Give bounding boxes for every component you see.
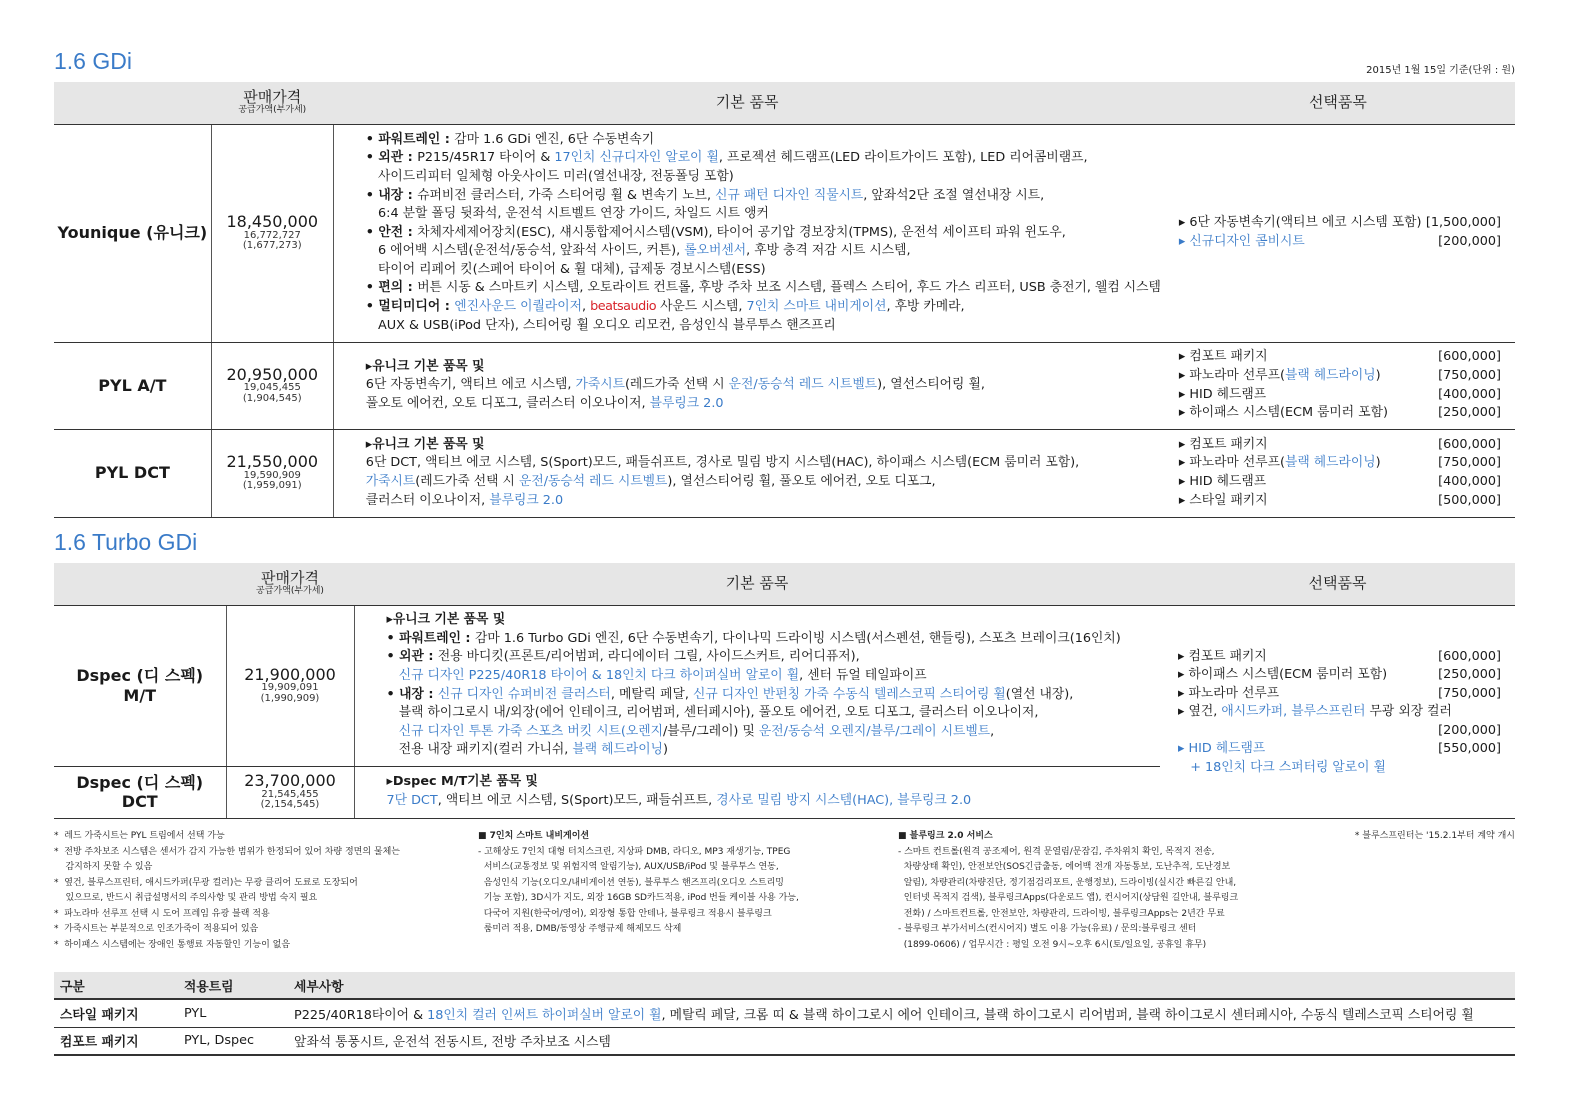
text-segment: 앞좌석 통풍시트, 운전석 전동시트, 전방 주차보조 시스템 <box>294 1035 611 1051</box>
package-detail <box>288 1027 1515 1055</box>
pkg-header-detail: 세부사항 <box>288 972 1515 999</box>
trim-name: Younique (유니크) <box>54 124 211 342</box>
basic-line <box>366 224 1161 243</box>
text-segment: 6단 DCT, 액티브 에코 시스템, S(Sport)모드, 패들쉬프트, 경사로 밀림 방지 시스템(HAC), 하이패스 시스템(ECM 룸미러 포함), <box>365 455 1080 471</box>
note-line: * 하이패스 시스템에는 장애인 통행료 자동할인 기능이 없음 <box>54 939 291 950</box>
text-segment: P215/45R17 타이어 & <box>417 150 555 166</box>
option-price: [600,000] <box>1438 648 1501 664</box>
trim-name: PYL DCT <box>54 429 211 517</box>
header-option: 선택품목 <box>1160 563 1515 605</box>
option-line <box>1179 454 1501 473</box>
text-segment: ▸Dspec M/T기본 품목 및 <box>386 774 538 790</box>
basic-line <box>366 168 1161 187</box>
text-segment: 사이드리피터 일체형 아웃사이드 미러(열선내장, 전동폴딩 포함) <box>365 168 734 184</box>
text-segment: , 후방 충격 저감 시트 시스템, <box>746 243 911 259</box>
trim-price: 20,950,000 19,045,455 (1,904,545) <box>211 342 333 429</box>
basic-line <box>366 492 1161 511</box>
option-line <box>1179 214 1501 233</box>
option-price: [550,000] <box>1438 741 1501 757</box>
basic-line <box>387 773 1161 792</box>
note-line: * 가죽시트는 부분적으로 인조가죽이 적용되어 있음 <box>54 924 259 934</box>
header-basic: 기본 품목 <box>333 82 1161 124</box>
note-line: 감지하지 못할 수 있음 <box>54 862 153 872</box>
text-segment: 전용 내장 패키지(컬러 가니쉬, <box>386 742 573 758</box>
text-segment <box>387 668 399 683</box>
option-label: ▸ HID 헤드램프 <box>1178 386 1267 402</box>
text-segment: ▸유니크 기본 품목 및 <box>365 358 485 374</box>
basic-items <box>354 605 1160 766</box>
footnotes-general <box>54 829 454 953</box>
option-price: [200,000] <box>1438 234 1501 249</box>
text-segment: 운전/동승석 레드 시트벨트 <box>728 377 878 393</box>
basic-line <box>366 187 1161 206</box>
package-trim: PYL <box>178 999 288 1027</box>
option-price: [750,000] <box>1438 367 1501 383</box>
option-price: [400,000] <box>1438 386 1501 402</box>
header-name <box>54 563 226 605</box>
turbo-price-table <box>54 563 1515 819</box>
text-segment: (열선 내장), <box>1005 686 1074 702</box>
gdi-price-table <box>54 82 1515 518</box>
text-segment: 차체자세제어장치(ESC), 섀시통합제어시스템(VSM), 타이어 공기압 경보장치(TPMS), 운전석 세이프티 파워 윈도우, <box>417 224 1066 240</box>
basic-line <box>366 279 1161 298</box>
option-label: ▸ 6단 자동변속기(액티브 에코 시스템 포함) <box>1178 215 1422 231</box>
option-line <box>1179 404 1501 423</box>
basic-line <box>366 149 1161 168</box>
text-segment: ▸유니크 기본 품목 및 <box>386 612 506 628</box>
option-price: [250,000] <box>1438 405 1501 421</box>
text-segment: /블루/그레이) 및 <box>663 723 759 739</box>
header-price: 판매가격 공급가액(부가세) <box>226 563 354 605</box>
option-label: ▸ 파노라마 선루프(블랙 헤드라이닝) <box>1178 367 1381 383</box>
text-segment: 롤오버센서 <box>684 243 747 259</box>
basic-line <box>387 611 1161 630</box>
text-segment: , <box>990 723 995 739</box>
package-row <box>54 1027 1515 1055</box>
text-segment: 신규 디자인 반펀칭 가죽 수동식 텔레스코픽 스티어링 휠 <box>692 686 1006 702</box>
text-segment: 블랙 헤드라이닝 <box>572 742 663 758</box>
option-label: ▸ 파노라마 선루프 <box>1178 685 1280 701</box>
option-label: ▸ 신규디자인 콤비시트 <box>1178 234 1305 249</box>
trim-row <box>54 605 1515 766</box>
text-segment: • 내장 : <box>365 187 418 203</box>
note-line: * 레드 가죽시트는 PYL 트림에서 선택 가능 <box>54 831 225 841</box>
basic-line <box>387 686 1161 705</box>
trim-row <box>54 342 1515 429</box>
basic-items <box>354 766 1160 818</box>
basic-line <box>387 723 1161 742</box>
option-label: ▸ 하이패스 시스템(ECM 룸미러 포함) <box>1178 405 1388 421</box>
footnote-bluesprinter: * 블루스프린터는 '15.2.1부터 계약 개시 <box>1354 831 1515 841</box>
text-segment: • 편의 : <box>365 280 418 296</box>
option-label: ▸ 파노라마 선루프(블랙 헤드라이닝) <box>1178 455 1381 471</box>
text-segment: , <box>581 299 591 315</box>
text-segment: beatsaudio <box>590 299 657 315</box>
option-price: [250,000] <box>1438 667 1501 683</box>
footnotes-bluelink: ■ 블루링크 2.0 서비스 - 스마트 컨트롤(원격 공조제어, 원격 문열림/문잠김, 주차위치 확인, 목적지 전송, 차량상태 확인), 안전보안(SOS긴급출동, 에어백 전개 자동통보, 도난추적, 도난경보 알림), 차량관리(차량진단, 정기점검리포트, 운행정보), 드라이빙(실시간 빠른길 안내, 인터넷 목적지 검색), 블루링크Apps(다운로드 앱), 컨시어지(상담원 길안내, 블루링크 전화) / 스마트컨트롤, 안전보안, 차량관리, 드라이빙, 블루링크Apps는 2년간 무료 - 블루링크 부가서비스(컨시어지) 별도 이용 가능(유료) / 문의:블루링크 센터 (1899-0606) / 업무시간 : 평일 오전 9시~오후 6시(토/일요일, 공휴일 휴무) <box>898 829 1278 953</box>
text-segment: (레드가죽 선택 시 <box>624 377 729 393</box>
note-line: (1899-0606) / 업무시간 : 평일 오전 9시~오후 6시(토/일요일, 공휴일 휴무) <box>898 939 1207 950</box>
option-label: ▸ 컴포트 패키지 <box>1178 349 1268 365</box>
basic-line <box>387 630 1161 649</box>
note-line: - 고해상도 7인치 대형 터치스크린, 지상파 DMB, 라디오, MP3 재생기능, TPEG <box>478 846 791 857</box>
text-segment: 17인치 신규디자인 알로이 휠 <box>554 150 719 166</box>
text-segment: , 메탈릭 페달, 크롬 띠 & 블랙 하이그로시 에어 인테이크, 블랙 하이그로시 리어범퍼, 블랙 하이그로시 센터페시아, 수동식 텔레스코픽 스티어링 휠 <box>661 1007 1474 1023</box>
text-segment: ), 열선스티어링 휠, <box>877 377 985 393</box>
basic-line <box>366 395 1161 414</box>
package-trim: PYL, Dspec <box>178 1027 288 1055</box>
text-segment: 7인치 스마트 내비게이션 <box>746 299 887 315</box>
text-segment: 사운드 시스템, <box>656 299 747 315</box>
basic-line <box>366 358 1161 377</box>
text-segment: , 센터 듀얼 테일파이프 <box>799 667 927 683</box>
text-segment: 7단 DCT <box>386 793 438 808</box>
basic-line <box>366 261 1161 280</box>
option-label: ▸ 하이패스 시스템(ECM 룸미러 포함) <box>1178 667 1388 683</box>
option-line <box>1179 348 1501 367</box>
text-segment <box>387 724 399 739</box>
text-segment: 가죽시트 <box>575 377 625 393</box>
text-segment: ), 열선스티어링 휠, 풀오토 에어컨, 오토 디포그, <box>667 474 936 489</box>
text-segment: , 메탈릭 페달, <box>610 686 693 702</box>
text-segment: • 파워트레인 : <box>365 131 455 147</box>
option-line <box>1179 473 1501 492</box>
basic-line <box>387 704 1161 723</box>
note-line: 인터넷 목적지 검색), 블루링크Apps(다운로드 앱), 컨시어지(상담원 길안내, 블루링크 <box>898 893 1239 903</box>
option-line <box>1178 703 1501 722</box>
pkg-header-trim: 적용트림 <box>178 972 288 999</box>
option-items <box>1160 605 1515 818</box>
option-line <box>1178 740 1501 759</box>
option-label: ▸ 컴포트 패키지 <box>1178 436 1268 452</box>
text-segment: 블루링크 2.0 <box>489 492 564 508</box>
basic-line <box>366 131 1161 150</box>
basic-line <box>366 376 1161 395</box>
text-segment: 전용 바디킷(프론트/리어범퍼, 라디에이터 그릴, 사이드스커트, 리어디퓨저), <box>437 649 860 665</box>
text-segment: , 액티브 에코 시스템, S(Sport)모드, 패들쉬프트, <box>437 793 717 808</box>
option-line <box>1179 367 1501 386</box>
header-basic: 기본 품목 <box>354 563 1160 605</box>
option-price: [1,500,000] <box>1425 215 1501 231</box>
option-price: [600,000] <box>1438 436 1501 452</box>
option-price: [750,000] <box>1438 455 1501 471</box>
trim-row <box>54 124 1515 342</box>
note-line: - 스마트 컨트롤(원격 공조제어, 원격 문열림/문잠김, 주차위치 확인, 목적지 전송, <box>898 846 1215 857</box>
basic-line <box>366 317 1161 336</box>
basic-line <box>366 454 1161 473</box>
basic-items <box>333 342 1161 429</box>
package-name: 컴포트 패키지 <box>54 1027 178 1055</box>
text-segment: 신규 패턴 디자인 직물시트 <box>715 187 864 203</box>
note-line: - 블루링크 부가서비스(컨시어지) 별도 이용 가능(유료) / 문의:블루링크 센터 <box>898 924 1197 934</box>
note-line: 음성인식 기능(오디오/내비게이션 연동), 블루투스 핸즈프리(오디오 스트리밍 <box>478 877 784 888</box>
pkg-header-type: 구분 <box>54 972 178 999</box>
note-line: 기능 포함), 3D시가 지도, 외장 16GB SD카드적용, iPod 번들 케이블 사용 가능, <box>478 893 799 903</box>
text-segment: 타이어 리페어 킷(스페어 타이어 & 휠 대체), 급제동 경보시스템(ESS) <box>365 261 766 277</box>
text-segment: 6:4 분할 폴딩 뒷좌석, 운전석 시트벨트 연장 가이드, 차일드 시트 앵커 <box>365 206 769 222</box>
package-detail <box>288 999 1515 1027</box>
note-line: 서비스(교통정보 및 위험지역 알림기능), AUX/USB/iPod 및 블루투스 연동, <box>478 862 779 872</box>
text-segment: • 파워트레인 : <box>386 630 475 646</box>
text-segment: ) <box>663 742 668 758</box>
text-segment: P225/40R18타이어 & <box>294 1007 428 1023</box>
footnotes-navigation: ■ 7인치 스마트 내비게이션 - 고해상도 7인치 대형 터치스크린, 지상파 DMB, 라디오, MP3 재생기능, TPEG 서비스(교통정보 및 위험지역 알림기능), AUX/USB/iPod 및 블루투스 연동, 음성인식 기능(오디오/내비게이션 연동), 블루투스 핸즈프리(오디오 스트리밍 기능 포함), 3D시가 지도, 외장 16GB SD카드적용, iPod 번들 케이블 사용 가능, 다국어 지원(한국어/영어), 외장형 통합 안테나, 블루링크 적용시 블루링크 룸미러 적용, DMB/동영상 주행규제 해제모드 삭제 <box>478 829 838 938</box>
date-unit-note: 2015년 1월 15일 기준(단위 : 원) <box>1366 65 1515 76</box>
note-line: 알림), 차량관리(차량진단, 정기점검리포트, 운행정보), 드라이빙(실시간 빠른길 안내, <box>898 877 1237 888</box>
text-segment: • 내장 : <box>386 686 438 702</box>
basic-line <box>366 298 1161 317</box>
text-segment: 운전/동승석 오렌지/블루/그레이 시트벨트 <box>758 723 991 739</box>
text-segment: • 멀티미디어 : <box>365 299 455 315</box>
text-segment: 클러스터 이오나이저, <box>365 492 490 508</box>
option-line <box>1178 666 1501 685</box>
text-segment: 풀오토 에어컨, 오토 디포그, 클러스터 이오나이저, <box>365 395 650 411</box>
header-price: 판매가격 공급가액(부가세) <box>211 82 333 124</box>
text-segment: 운전/동승석 레드 시트벨트 <box>518 474 668 489</box>
text-segment: • 외관 : <box>365 150 418 166</box>
trim-name: PYL A/T <box>54 342 211 429</box>
text-segment: 블랙 하이그로시 내/외장(에어 인테이크, 리어범퍼, 센터페시아), 풀오토 에어컨, 오토 디포그, 클러스터 이오나이저, <box>386 705 1039 721</box>
text-segment: , 프로젝션 헤드램프(LED 라이트가이드 포함), LED 리어콤비램프, <box>718 150 1088 166</box>
option-items <box>1161 342 1515 429</box>
option-label: ▸ 스타일 패키지 <box>1178 492 1268 508</box>
basic-line <box>366 436 1161 455</box>
text-segment: 가죽시트 <box>365 474 416 489</box>
note-line: 다국어 지원(한국어/영어), 외장형 통합 안테나, 블루링크 적용시 블루링크 <box>478 908 772 919</box>
text-segment: 18인치 컬러 인써트 하이퍼실버 알로이 휠 <box>427 1007 662 1023</box>
trim-price: 23,700,000 21,545,455 (2,154,545) <box>226 766 354 818</box>
option-items <box>1161 429 1515 517</box>
text-segment: 경사로 밀림 방지 시스템(HAC), 블루링크 2.0 <box>716 793 972 808</box>
text-segment: 슈퍼비전 클러스터, 가죽 스티어링 휠 & 변속기 노브, <box>417 187 716 203</box>
text-segment: 감마 1.6 GDi 엔진, 6단 수동변속기 <box>454 131 655 147</box>
trim-price: 18,450,000 16,772,727 (1,677,273) <box>211 124 333 342</box>
header-option: 선택품목 <box>1161 82 1515 124</box>
option-line <box>1178 648 1501 667</box>
basic-items <box>333 124 1161 342</box>
option-price: [600,000] <box>1438 349 1501 365</box>
section-title-turbo: 1.6 Turbo GDi <box>54 529 198 555</box>
text-segment: 신규 디자인 투톤 가죽 스포츠 버킷 시트(오렌지 <box>398 723 663 739</box>
text-segment: • 안전 : <box>365 224 418 240</box>
basic-line <box>387 667 1161 686</box>
option-line <box>1178 685 1501 704</box>
option-price: [500,000] <box>1438 492 1501 508</box>
option-line <box>1179 233 1501 252</box>
text-segment: , 후방 카메라, <box>886 299 965 315</box>
text-segment: AUX & USB(iPod 단자), 스티어링 휠 오디오 리모컨, 음성인식 블루투스 핸즈프리 <box>365 317 836 333</box>
option-line <box>1178 722 1501 741</box>
text-segment: 신규 디자인 P225/40R18 타이어 & 18인치 다크 하이퍼실버 알로이 휠 <box>398 667 800 683</box>
basic-line <box>387 648 1161 667</box>
option-label: ▸ HID 헤드램프 <box>1178 741 1266 757</box>
option-line <box>1178 759 1501 778</box>
text-segment: 감마 1.6 Turbo GDi 엔진, 6단 수동변속기, 다이나믹 드라이빙 시스템(서스펜션, 핸들링), 스포츠 브레이크(16인치) <box>474 630 1121 646</box>
note-line: 차량상태 확인), 안전보안(SOS긴급출동, 에어백 전개 자동통보, 도난추적, 도난경보 <box>898 862 1231 872</box>
package-table <box>54 972 1515 1056</box>
text-segment: 6 에어백 시스템(운전석/동승석, 앞좌석 사이드, 커튼), <box>365 243 685 259</box>
section-title-gdi: 1.6 GDi <box>54 48 132 74</box>
trim-price: 21,900,000 19,909,091 (1,990,909) <box>226 605 354 766</box>
text-segment: • 외관 : <box>386 649 438 665</box>
text-segment: ▸유니크 기본 품목 및 <box>365 436 485 452</box>
option-line <box>1179 492 1501 511</box>
trim-row <box>54 429 1515 517</box>
basic-line <box>387 792 1161 811</box>
option-line <box>1179 436 1501 455</box>
text-segment: 블루링크 2.0 <box>649 395 724 411</box>
package-row <box>54 999 1515 1027</box>
note-line: * 전방 주차보조 시스템은 센서가 감지 가능한 범위가 한정되어 있어 차량 정면의 물체는 <box>54 846 400 857</box>
note-line: 전화) / 스마트컨트롤, 안전보안, 차량관리, 드라이빙, 블루링크Apps는 2년간 무료 <box>898 908 1225 919</box>
basic-line <box>366 205 1161 224</box>
basic-line <box>387 741 1161 760</box>
option-items <box>1161 124 1515 342</box>
text-segment: (레드가죽 선택 시 <box>415 474 519 489</box>
note-line: 있으므로, 반드시 취급설명서의 주의사항 및 관리 방법 숙지 필요 <box>54 893 318 903</box>
option-label: ▸ 컴포트 패키지 <box>1178 648 1267 664</box>
basic-items <box>333 429 1161 517</box>
option-line <box>1179 386 1501 405</box>
text-segment: , 앞좌석2단 조절 열선내장 시트, <box>863 187 1045 203</box>
text-segment: 엔진사운드 이퀄라이저 <box>454 299 582 315</box>
option-label: ▸ 옆건, 애시드카퍼, 블루스프린터 무광 외장 컬러 <box>1178 704 1452 720</box>
option-label: + 18인치 다크 스퍼터링 알로이 휠 <box>1178 760 1386 776</box>
text-segment: 6단 자동변속기, 액티브 에코 시스템, <box>365 377 576 393</box>
trim-price: 21,550,000 19,590,909 (1,959,091) <box>211 429 333 517</box>
text-segment: 신규 디자인 슈퍼비전 클러스터 <box>437 686 611 702</box>
note-line: * 파노라마 선루프 선택 시 도어 프레임 유광 블랙 적용 <box>54 908 270 919</box>
trim-name: Dspec (디 스펙) M/T <box>54 605 226 766</box>
header-name <box>54 82 211 124</box>
note-line: * 옆건, 블루스프린터, 애시드카퍼(무광 컬러)는 무광 클리어 도료로 도장되어 <box>54 877 358 888</box>
option-price: [200,000] <box>1438 722 1501 738</box>
option-price: [750,000] <box>1438 685 1501 701</box>
basic-line <box>366 473 1161 492</box>
package-name: 스타일 패키지 <box>54 999 178 1027</box>
option-price: [400,000] <box>1438 474 1501 489</box>
trim-name: Dspec (디 스펙) DCT <box>54 766 226 818</box>
text-segment: 버튼 시동 & 스마트키 시스템, 오토라이트 컨트롤, 후방 주차 보조 시스템, 플렉스 스티어, 후드 가스 리프터, USB 충전기, 웰컴 시스템 <box>417 280 1161 296</box>
option-label: ▸ HID 헤드램프 <box>1178 474 1267 489</box>
basic-line <box>366 242 1161 261</box>
note-line: 룸미러 적용, DMB/동영상 주행규제 해제모드 삭제 <box>478 924 682 934</box>
